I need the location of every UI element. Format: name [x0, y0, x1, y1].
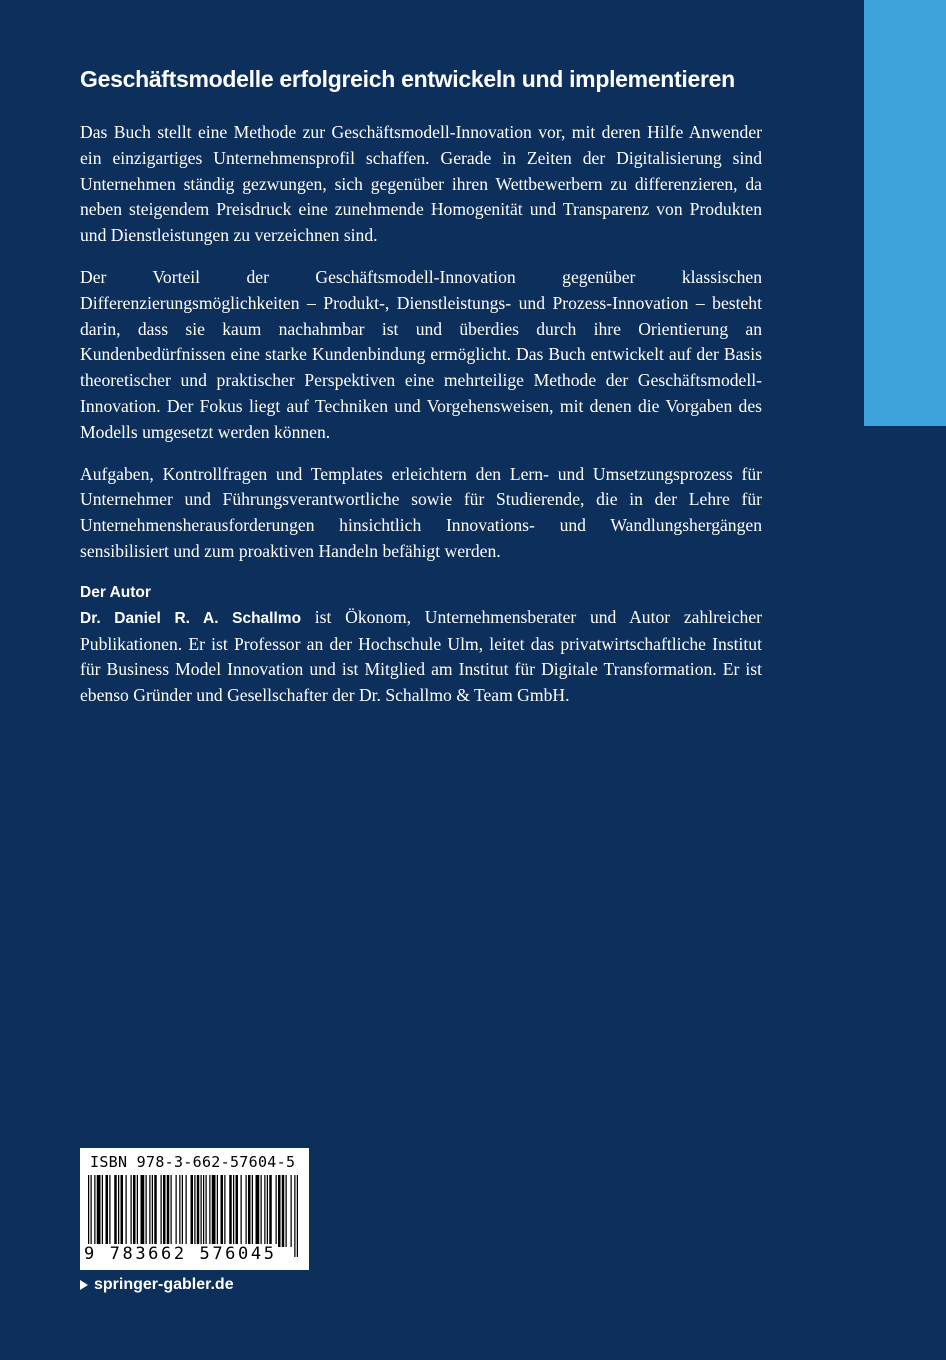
isbn-label: ISBN 978-3-662-57604-5: [90, 1153, 296, 1171]
description-paragraph-1: Das Buch stellt eine Methode zur Geschäftsmodell-Innovation vor, mit deren Hilfe Anwender ein einzigartiges Unternehmensprofil schaffen. Gerade in Zeiten der Digitalisierung sind Unternehmen ständig gezwungen, sich gegenüber ihren Wettbewerbern zu differenzieren, da neben steigendem Preisdruck eine zunehmende Homogenität und Transparenz von Produkten und Dienstleistungen zu verzeichnen sind.: [80, 122, 762, 246]
publisher-link[interactable]: [80, 1276, 234, 1294]
author-name: Dr. Daniel R. A. Schallmo: [80, 609, 302, 627]
arrow-right-icon: [80, 1280, 88, 1290]
book-title: Geschäftsmodelle erfolgreich entwickeln und implementieren: [80, 66, 735, 92]
description-paragraph-2: Der Vorteil der Geschäftsmodell-Innovation gegenüber klassischen Differenzierungsmöglichkeiten – Produkt-, Dienstleistungs- und Prozess-Innovation – besteht darin, dass sie kaum nachahmbar ist und überdies durch ihre Orientierung an Kundenbedürfnissen eine starke Kundenbindung ermöglicht. Das Buch entwickelt auf der Basis theoretischer und praktischer Perspektiven eine mehrteilige Methode der Geschäftsmodell-Innovation. Der Fokus liegt auf Techniken und Vorgehensweisen, mit denen die Vorgaben des Modells umgesetzt werden können.: [80, 266, 762, 442]
author-bio-text: ist Ökonom, Unternehmensberater und Autor zahlreicher Publikationen. Er ist Professor an der Hochschule Ulm, leitet das privatwirtschaftliche Institut für Business Model Innovation und ist Mitglied am Institut für Digitale Transformation. Er ist ebenso Gründer und Gesellschafter der Dr. Schallmo & Team GmbH.: [80, 606, 762, 706]
accent-bar: [864, 0, 946, 426]
back-cover-text: [80, 62, 762, 709]
publisher-url[interactable]: springer-gabler.de: [94, 1276, 234, 1293]
barcode-digits: 9 783662 576045: [84, 1244, 277, 1264]
author-bio: [80, 605, 762, 709]
author-heading: Der Autor: [80, 583, 151, 601]
isbn-barcode: [80, 1148, 309, 1270]
description-paragraph-3: Aufgaben, Kontrollfragen und Templates erleichtern den Lern- und Umsetzungsprozess für Unternehmer und Führungsverantwortliche sowie für Studierende, die in der Lehre für Unternehmensherausforderungen hinsichtlich Innovations- und Wandlungshergängen sensibilisiert und zum proaktiven Handeln befähigt werden.: [80, 463, 762, 561]
